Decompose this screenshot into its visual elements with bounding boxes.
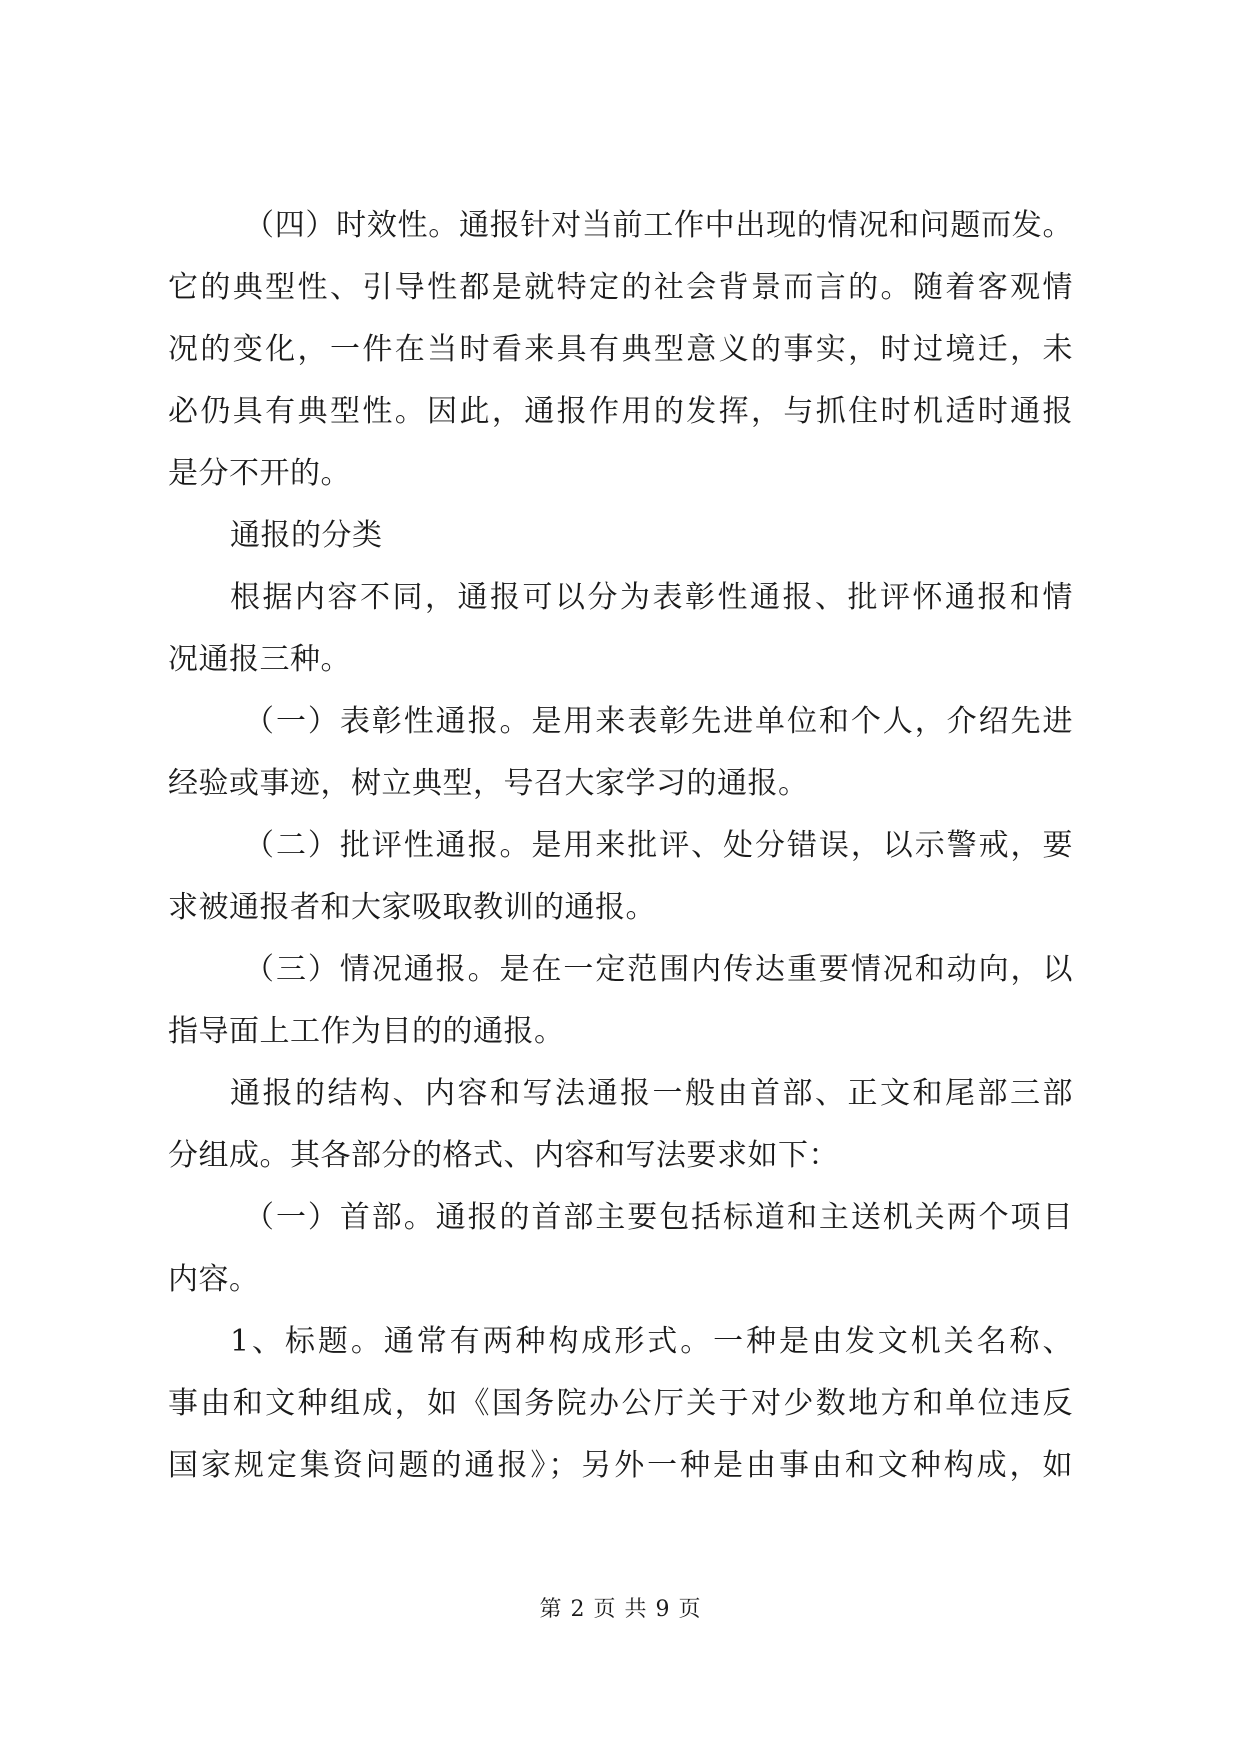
paragraph-line: 1、标题。通常有两种构成形式。一种是由发文机关名称、 bbox=[230, 1324, 1073, 1359]
paragraph-line: 通报的结构、内容和写法通报一般由首部、正文和尾部三部 bbox=[230, 1076, 1073, 1111]
paragraph-line: 内容。 bbox=[168, 1262, 260, 1297]
paragraph-line: 国家规定集资问题的通报》；另外一种是由事由和文种构成，如 bbox=[168, 1448, 1073, 1483]
paragraph-line: 求被通报者和大家吸取教训的通报。 bbox=[168, 890, 656, 925]
paragraph-line: 指导面上工作为目的的通报。 bbox=[168, 1014, 565, 1049]
paragraph-line: 况的变化，一件在当时看来具有典型意义的事实，时过境迁，未 bbox=[168, 332, 1073, 367]
paragraph-line: （一）表彰性通报。是用来表彰先进单位和个人，介绍先进 bbox=[244, 704, 1073, 739]
page-number-footer: 第 2 页 共 9 页 bbox=[539, 1597, 702, 1622]
paragraph-line: 它的典型性、引导性都是就特定的社会背景而言的。随着客观情 bbox=[168, 270, 1073, 305]
paragraph-line: （四）时效性。通报针对当前工作中出现的情况和问题而发。 bbox=[244, 208, 1073, 243]
paragraph-line: 分组成。其各部分的格式、内容和写法要求如下： bbox=[168, 1138, 839, 1173]
document-body bbox=[168, 195, 1073, 1497]
paragraph-line: 事由和文种组成，如《国务院办公厅关于对少数地方和单位违反 bbox=[168, 1386, 1073, 1421]
paragraph-line: 必仍具有典型性。因此，通报作用的发挥，与抓住时机适时通报 bbox=[168, 394, 1073, 429]
paragraph-line: （二）批评性通报。是用来批评、处分错误，以示警戒，要 bbox=[244, 828, 1073, 863]
paragraph-line: 是分不开的。 bbox=[168, 456, 351, 491]
section-heading: 通报的分类 bbox=[230, 518, 383, 553]
paragraph-line: 况通报三种。 bbox=[168, 642, 351, 677]
paragraph-line: （一）首部。通报的首部主要包括标道和主送机关两个项目 bbox=[244, 1200, 1073, 1235]
paragraph-line: （三）情况通报。是在一定范围内传达重要情况和动向，以 bbox=[244, 952, 1073, 987]
paragraph-line: 根据内容不同，通报可以分为表彰性通报、批评怀通报和情 bbox=[230, 580, 1073, 615]
paragraph-line: 经验或事迹，树立典型，号召大家学习的通报。 bbox=[168, 766, 809, 801]
